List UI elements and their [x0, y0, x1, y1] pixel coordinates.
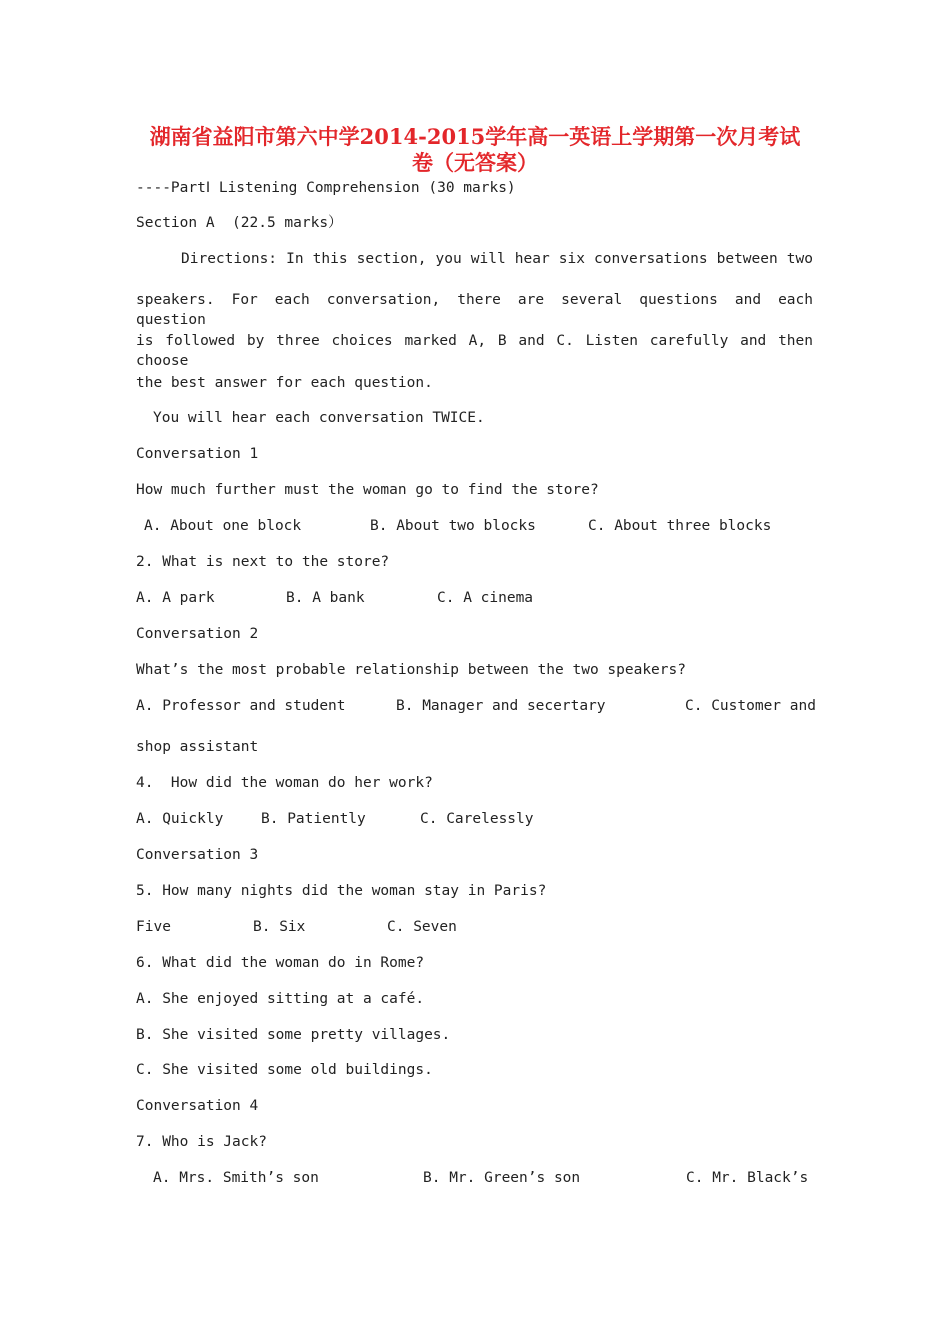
directions-line-1: Directions: In this section, you will hear six conversations between two	[181, 251, 813, 267]
question-2-option-c: C. A cinema	[437, 590, 534, 606]
question-3-option-c-continued: shop assistant	[136, 739, 259, 755]
part-heading: ----PartⅠ Listening Comprehension (30 marks)	[136, 180, 516, 196]
question-7-option-a: A. Mrs. Smith’s son	[153, 1170, 319, 1186]
question-7-option-c: C. Mr. Black’s	[686, 1170, 809, 1186]
question-6-option-a: A. She enjoyed sitting at a café.	[136, 991, 425, 1007]
question-7: 7. Who is Jack?	[136, 1134, 267, 1150]
question-4-option-a: A. Quickly	[136, 811, 224, 827]
question-6-option-b: B. She visited some pretty villages.	[136, 1027, 451, 1043]
directions-line-3: is followed by three choices marked A, B and C. Listen carefully and then choose	[136, 333, 813, 369]
directions-line-4: the best answer for each question.	[136, 375, 433, 391]
question-1-option-a: A. About one block	[144, 518, 302, 534]
section-heading: Section A (22.5 marks）	[136, 215, 343, 231]
question-1-option-b: B. About two blocks	[370, 518, 536, 534]
question-1: How much further must the woman go to find the store?	[136, 482, 599, 498]
directions-twice: You will hear each conversation TWICE.	[153, 410, 485, 426]
conversation-4-heading: Conversation 4	[136, 1098, 259, 1114]
document-title-line-1: 湖南省益阳市第六中学2014-2015学年高一英语上学期第一次月考试	[149, 124, 801, 149]
conversation-3-heading: Conversation 3	[136, 847, 259, 863]
question-3: What’s the most probable relationship between the two speakers?	[136, 662, 686, 678]
question-4-option-b: B. Patiently	[261, 811, 366, 827]
question-2: 2. What is next to the store?	[136, 554, 390, 570]
question-5-option-c: C. Seven	[387, 919, 457, 935]
question-2-option-b: B. A bank	[286, 590, 365, 606]
question-7-option-b: B. Mr. Green’s son	[423, 1170, 581, 1186]
question-4: 4. How did the woman do her work?	[136, 775, 433, 791]
directions-line-2: speakers. For each conversation, there are several questions and each question	[136, 292, 813, 328]
question-6: 6. What did the woman do in Rome?	[136, 955, 425, 971]
question-6-option-c: C. She visited some old buildings.	[136, 1062, 433, 1078]
question-4-option-c: C. Carelessly	[420, 811, 534, 827]
question-5: 5. How many nights did the woman stay in Paris?	[136, 883, 547, 899]
question-3-option-c: C. Customer and	[685, 698, 816, 714]
question-2-option-a: A. A park	[136, 590, 215, 606]
question-3-option-b: B. Manager and secertary	[396, 698, 606, 714]
question-3-option-a: A. Professor and student	[136, 698, 346, 714]
document-title-line-2: 卷（无答案）	[412, 150, 538, 175]
question-5-option-b: B. Six	[253, 919, 306, 935]
question-1-option-c: C. About three blocks	[588, 518, 772, 534]
conversation-2-heading: Conversation 2	[136, 626, 259, 642]
question-5-option-a: Five	[136, 919, 171, 935]
conversation-1-heading: Conversation 1	[136, 446, 259, 462]
